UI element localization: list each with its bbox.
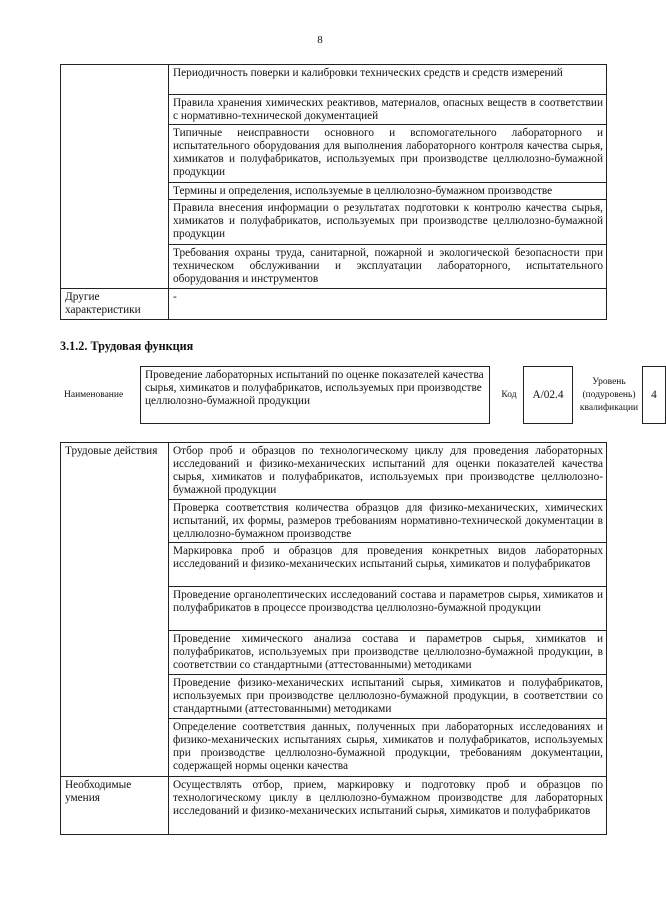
table-row: Типичные неисправности основного и вспомогательного лабораторного и испытательного оборудования для выполнения лабораторного контроля качества сырья, химикатов и полуфабрикатов, используемых при производстве целлюлозно-бумажной продукции: [169, 125, 607, 183]
name-value: Проведение лабораторных испытаний по оценке показателей качества сырья, химикатов и полуфабрикатов, используемых при производстве целлюлозно-бумажной продукции: [140, 366, 490, 424]
section-title: 3.1.2. Трудовая функция: [60, 339, 194, 353]
table-row: Правила хранения химических реактивов, материалов, опасных веществ в соответствии с нормативно-технической документацией: [169, 95, 607, 125]
table-row: Проверка соответствия количества образцов для физико-механических, химических испытаний, их формы, размеров требованиям нормативно-технической документации в целлюлозно-бумажном производстве: [169, 500, 607, 543]
table-row: Правила внесения информации о результатах подготовки к контролю качества сырья, химикатов и полуфабрикатов, используемых при производстве целлюлозно-бумажной продукции: [169, 200, 607, 245]
table-row: Отбор проб и образцов по технологическому циклу для проведения лабораторных исследований и физико-механических испытаний для оценки показателей качества сырья, химикатов и полуфабрикатов, используемых при производстве целлюлозно-бумажной продукции: [169, 443, 607, 500]
table-row: Периодичность поверки и калибровки технических средств и средств измерений: [169, 65, 607, 95]
code-label: Код: [501, 390, 517, 400]
other-characteristics-label: Другие характеристики: [61, 289, 169, 320]
level-label: Уровень (подуровень) квалификации: [579, 376, 639, 413]
level-value: 4: [642, 366, 666, 424]
other-characteristics-value: -: [169, 289, 607, 320]
function-header: [60, 366, 657, 424]
table-row: Маркировка проб и образцов для проведения конкретных видов лабораторных исследований и физико-механических испытаний сырья, химикатов и полуфабрикатов: [169, 543, 607, 587]
code-value: А/02.4: [523, 366, 573, 424]
table-row: Определение соответствия данных, полученных при лабораторных исследованиях и физико-механических испытаниях сырья, химикатов и полуфабрикатов, используемых при производстве целлюлозно-бумажной продукции, требованиям документации, содержащей нормы оценки качества: [169, 719, 607, 777]
table-row: Проведение органолептических исследований состава и параметров сырья, химикатов и полуфабрикатов в процессе производства целлюлозно-бумажной продукции: [169, 587, 607, 631]
table-label-cell: [61, 65, 169, 289]
skills-label: Необходимые умения: [61, 777, 169, 835]
knowledge-table: [60, 64, 607, 320]
table-row: Требования охраны труда, санитарной, пожарной и экологической безопасности при техническом обслуживании и эксплуатации лабораторного, испытательного оборудования и инструментов: [169, 245, 607, 289]
table-row: Проведение физико-механических испытаний сырья, химикатов и полуфабрикатов, используемых при производстве целлюлозно-бумажной продукции, в соответствии со стандартными (аттестованными) методиками: [169, 675, 607, 719]
actions-label: Трудовые действия: [61, 443, 169, 777]
labor-function-table: [60, 442, 607, 835]
name-label: Наименование: [64, 390, 124, 400]
table-row: Термины и определения, используемые в целлюлозно-бумажном производстве: [169, 183, 607, 200]
page-number: 8: [317, 34, 323, 46]
table-row: Осуществлять отбор, прием, маркировку и подготовку проб и образцов по технологическому циклу в целлюлозно-бумажном производстве для лабораторных исследований и физико-механических испытаний сырья, химикатов и полуфабрикатов: [169, 777, 607, 835]
table-row: Проведение химического анализа состава и параметров сырья, химикатов и полуфабрикатов, используемых при производстве целлюлозно-бумажной продукции, в соответствии со стандартными (аттестованными) методиками: [169, 631, 607, 675]
